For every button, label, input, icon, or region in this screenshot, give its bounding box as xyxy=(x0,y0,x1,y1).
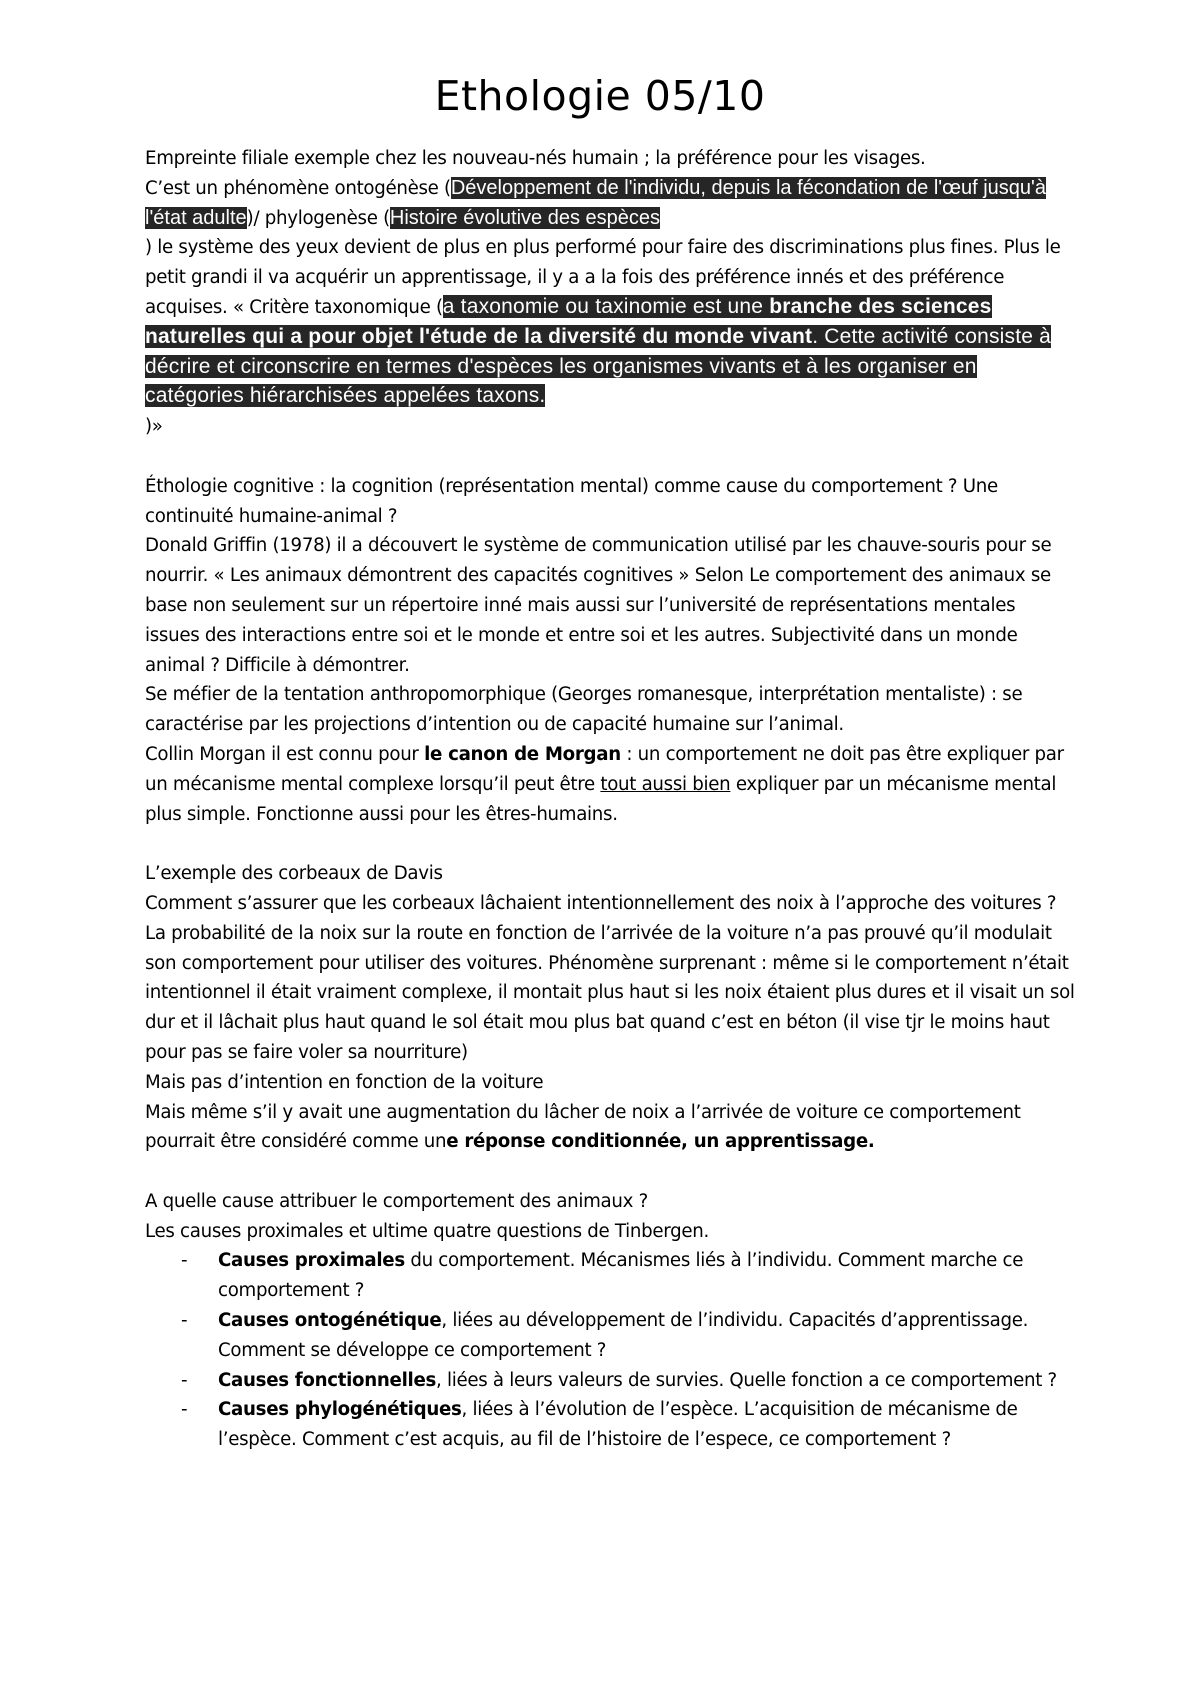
causes-list xyxy=(145,1246,1075,1455)
list-item xyxy=(145,1366,1075,1396)
text-run: Mais même s’il y avait une augmentation du lâcher de noix a l’arrivée de voiture ce comportement pourrait être considéré comme un xyxy=(145,1101,1021,1153)
list-item-text: , liées à leurs valeurs de survies. Quelle fonction a ce comportement ? xyxy=(436,1369,1057,1391)
list-item-bold: Causes proximales xyxy=(218,1250,405,1272)
highlight-taxonomie-gray: branche des sciences naturelles qui a pour objet l'étude de la diversité du monde vivant xyxy=(145,294,992,348)
paragraph-empreinte xyxy=(145,144,1075,442)
document-body xyxy=(145,144,1075,1455)
highlight-phylogenese-definition: Histoire évolutive des espèces xyxy=(389,206,661,229)
paragraph-gap xyxy=(145,1157,1075,1187)
paragraph-gap xyxy=(145,442,1075,472)
paragraph-ethologie-cognitive xyxy=(145,472,1075,830)
list-item-bold: Causes fonctionnelles xyxy=(218,1369,437,1391)
list-dash: - xyxy=(181,1250,188,1272)
list-dash: - xyxy=(181,1310,188,1332)
list-item-bold: Causes phylogénétiques xyxy=(218,1399,462,1421)
list-item xyxy=(145,1306,1075,1366)
highlight-taxonomie-a: a taxonomie ou taxinomie est une xyxy=(442,294,770,318)
paragraph-corbeaux xyxy=(145,859,1075,1157)
text-run: )» xyxy=(145,416,163,438)
text-run: Comment s’assurer que les corbeaux lâchaient intentionnellement des noix à l’approche des voitures ? La probabilité de la noix sur la route en fonction de l’arrivée de la voiture n’a pas prouvé qu’il modulait son comportement pour utiliser des voitures. Phénomène surprenant : même si le comportement n’était intentionnel il était vraiment complexe, il montait plus haut si les noix étaient plus dures et il visait un sol dur et il lâchait plus haut quand le sol était mou plus bat quand c’est en béton (il vise tjr le moins haut pour pas se faire voler sa nourriture) xyxy=(145,892,1075,1063)
paragraph-causes xyxy=(145,1187,1075,1247)
highlight-ontogenese-definition: Développement de l'individu, depuis la fécondation de l'œuf jusqu'à l'état adulte xyxy=(145,176,1046,229)
underlined-text: tout aussi bien xyxy=(600,773,731,795)
highlight-taxonomie-b: . Cette activité consiste à décrire et circonscrire en termes d'espèces les organismes vivants et à les organiser en catégories hiérarchisées appelées taxons. xyxy=(145,324,1052,408)
text-run: Les causes proximales et ultime quatre questions de Tinbergen. xyxy=(145,1220,709,1242)
list-item-text: , liées à l’évolution de l’espèce. L’acquisition de mécanisme de l’espèce. Comment c’est acquis, au fil de l’histoire de l’espece, ce comportement ? xyxy=(218,1399,1018,1451)
text-run: : un comportement ne doit pas être expliquer par un mécanisme mental complexe lorsqu’il peut être xyxy=(145,743,1064,795)
text-run: )/ phylogenèse ( xyxy=(246,207,390,229)
list-item-text: du comportement. Mécanismes liés à l’individu. Comment marche ce comportement ? xyxy=(218,1250,1024,1302)
list-dash: - xyxy=(181,1369,188,1391)
bold-canon-de-morgan: le canon de Morgan xyxy=(424,743,621,765)
list-dash: - xyxy=(181,1399,188,1421)
text-run: Se méfier de la tentation anthropomorphique (Georges romanesque, interprétation mentaliste) : se caractérise par les projections d’intention ou de capacité humaine sur l’animal. xyxy=(145,684,1023,736)
list-item-bold: Causes ontogénétique xyxy=(218,1310,442,1332)
page-title: Ethologie 05/10 xyxy=(434,72,766,120)
text-run: ) le système des yeux devient de plus en plus performé pour faire des discriminations plus fines. Plus le petit grandi il va acquérir un apprentissage, il y a a la fois des préférence innés et des préférence acquises. « Critère taxonomique ( xyxy=(145,237,1061,318)
text-run: expliquer par un mécanisme mental plus simple. Fonctionne aussi pour les êtres-humains. xyxy=(145,773,1057,825)
text-run: A quelle cause attribuer le comportement des animaux ? xyxy=(145,1190,648,1212)
text-run: Donald Griffin (1978) il a découvert le système de communication utilisé par les chauve-souris pour se nourrir. « Les animaux démontrent des capacités cognitives » Selon Le comportement des animaux se base non seulement sur un répertoire inné mais aussi sur l’université de représentations mentales issues des interactions entre soi et le monde et entre soi et les autres. Subjectivité dans un monde animal ? Difficile à démontrer. xyxy=(145,535,1052,676)
text-run: Collin Morgan il est connu pour xyxy=(145,743,425,765)
text-line: Empreinte filiale exemple chez les nouveau-nés humain ; la préférence pour les visages. xyxy=(145,148,926,169)
text-run: Éthologie cognitive : la cognition (représentation mental) comme cause du comportement ? Une continuité humaine-animal ? xyxy=(145,475,998,527)
list-item xyxy=(145,1246,1075,1306)
bold-reponse-conditionnee: e réponse conditionnée, un apprentissage. xyxy=(446,1131,875,1153)
list-item-text: , liées au développement de l’individu. Capacités d’apprentissage. Comment se développe ce comportement ? xyxy=(218,1310,1029,1361)
text-run: Mais pas d’intention en fonction de la voiture xyxy=(145,1071,544,1093)
paragraph-gap xyxy=(145,829,1075,859)
list-item xyxy=(145,1395,1075,1455)
text-run: C’est un phénomène ontogénèse ( xyxy=(145,177,451,199)
section-heading: L’exemple des corbeaux de Davis xyxy=(145,863,443,885)
